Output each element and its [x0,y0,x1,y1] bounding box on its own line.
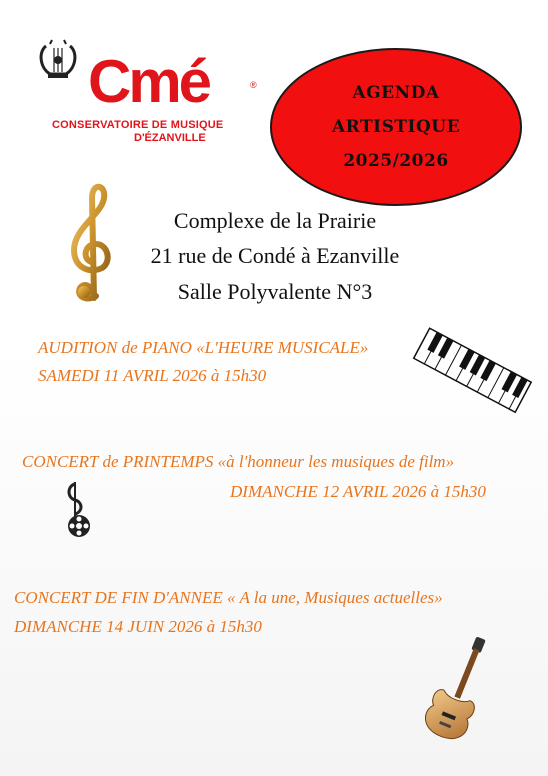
venue-name: Complexe de la Prairie [173,208,377,233]
event-date: SAMEDI 11 AVRIL 2026 à 15h30 [38,366,267,385]
registered-mark: ® [250,80,257,90]
agenda-line1: AGENDA [352,83,440,103]
venue-room: Salle Polyvalente N°3 [177,279,373,304]
agenda-line2: ARTISTIQUE [331,117,461,137]
venue-address: 21 rue de Condé à Ezanville [150,243,400,268]
logo-subtitle: CONSERVATOIRE DE MUSIQUE [52,119,224,131]
logo-town: D'ÉZANVILLE [134,132,206,144]
event-title: CONCERT DE FIN D'ANNEE « A la une, Musiques actuelles» [14,588,443,607]
event-date: DIMANCHE 12 AVRIL 2026 à 15h30 [230,482,486,501]
brand-logo: Cmé [88,48,210,115]
event-date: DIMANCHE 14 JUIN 2026 à 15h30 [14,617,262,636]
piano-keys-icon [410,325,535,415]
event-title: AUDITION de PIANO «L'HEURE MUSICALE» [38,338,369,357]
film-note-icon [55,478,100,540]
treble-clef-icon [66,178,118,306]
bass-guitar-icon [420,632,500,744]
agenda-season: 2025/2026 [343,151,449,171]
event-title: CONCERT de PRINTEMPS «à l'honneur les musiques de film» [22,452,455,471]
lyre-icon [36,38,80,82]
agenda-badge [270,48,522,206]
